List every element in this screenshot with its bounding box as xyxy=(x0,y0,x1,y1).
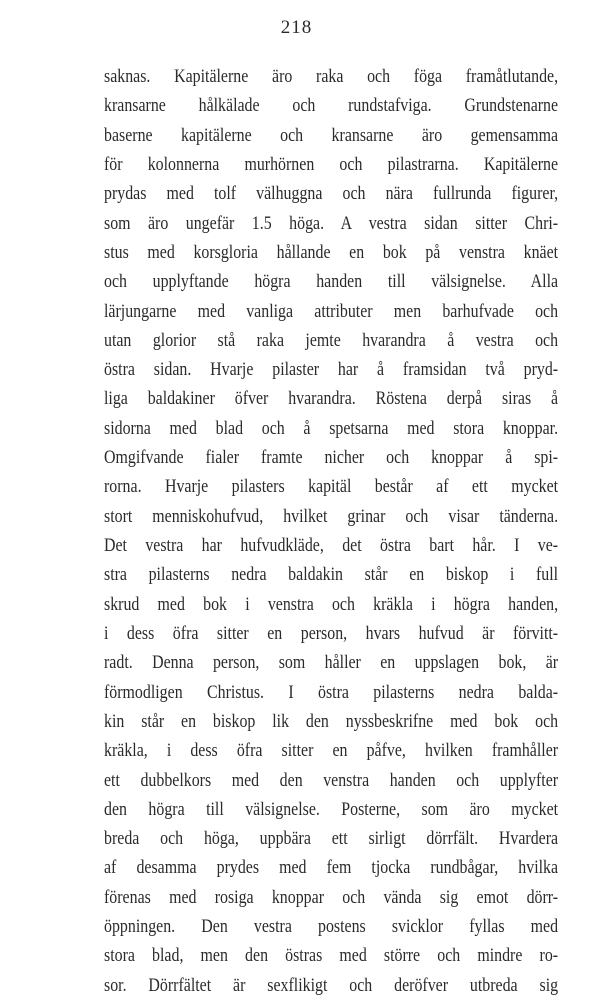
text-line: sor. Dörrfältet är sexflikigt och deröfver utbreda sig xyxy=(104,975,559,996)
text-line: kräkla, i dess öfra sitter en påfve, hvilken framhåller xyxy=(104,741,559,762)
text-line: kin står en biskop lik den nyssbeskrifne med bok och xyxy=(104,711,559,732)
text-line: och upplyftande högra handen till välsignelse. Alla xyxy=(104,272,559,293)
text-line: kransarne hålkälade och rundstafviga. Grundstenarne xyxy=(104,96,559,117)
page-number: 218 xyxy=(280,17,313,38)
text-line: förmodligen Christus. I östra pilasterns nedra balda- xyxy=(104,682,559,703)
text-line: östra sidan. Hvarje pilaster har å framsidan två pryd- xyxy=(104,360,559,381)
text-line: breda och höga, uppbära ett sirligt dörrfält. Hvardera xyxy=(104,829,559,850)
text-line: förenas med rosiga knoppar och vända sig emot dörr- xyxy=(104,887,559,908)
text-line: stort menniskohufvud, hvilket grinar och visar tänderna. xyxy=(104,506,559,527)
text-line: radt. Denna person, som håller en uppslagen bok, är xyxy=(104,653,559,674)
text-line: af desamma prydes med fem tjocka rundbågar, hvilka xyxy=(104,858,559,879)
text-line: i dess öfra sitter en person, hvars hufvud är förvitt- xyxy=(104,623,559,644)
text-line: Det vestra har hufvudkläde, det östra bart hår. I ve- xyxy=(104,536,559,556)
text-line: lärjungarne med vanliga attributer men barhufvade och xyxy=(104,301,559,322)
text-line: rorna. Hvarje pilasters kapitäl består af ett mycket xyxy=(104,477,559,498)
text-line: baserne kapitälerne och kransarne äro gemensamma xyxy=(104,125,559,146)
text-line: öppningen. Den vestra postens svicklor fyllas med xyxy=(104,917,559,938)
body-text xyxy=(104,63,558,1001)
text-line: stora blad, men den östras med större och mindre ro- xyxy=(104,946,559,967)
text-line: den högra till välsignelse. Posterne, som äro mycket xyxy=(104,799,559,820)
text-line: Omgifvande fialer framte nicher och knoppar å spi- xyxy=(104,448,559,469)
text-line: stus med korsgloria hållande en bok på venstra knäet xyxy=(104,242,559,263)
text-line: saknas. Kapitälerne äro raka och föga framåtlutande, xyxy=(104,67,559,87)
text-line: prydas med tolf välhuggna och nära fullrunda figurer, xyxy=(104,184,559,205)
text-line: som äro ungefär 1.5 höga. A vestra sidan sitter Chri- xyxy=(104,213,559,234)
text-line: liga baldakiner öfver hvarandra. Röstena derpå siras å xyxy=(104,389,559,410)
text-line: för kolonnerna murhörnen och pilastrarna. Kapitälerne xyxy=(104,154,559,175)
text-line: stra pilasterns nedra baldakin står en biskop i full xyxy=(104,565,559,586)
text-line: ett dubbelkors med den venstra handen och upplyfter xyxy=(104,770,559,791)
text-line: sidorna med blad och å spetsarna med stora knoppar. xyxy=(104,418,559,439)
text-line: skrud med bok i venstra och kräkla i högra handen, xyxy=(104,594,559,615)
text-line: utan glorior stå raka jemte hvarandra å vestra och xyxy=(104,330,559,351)
